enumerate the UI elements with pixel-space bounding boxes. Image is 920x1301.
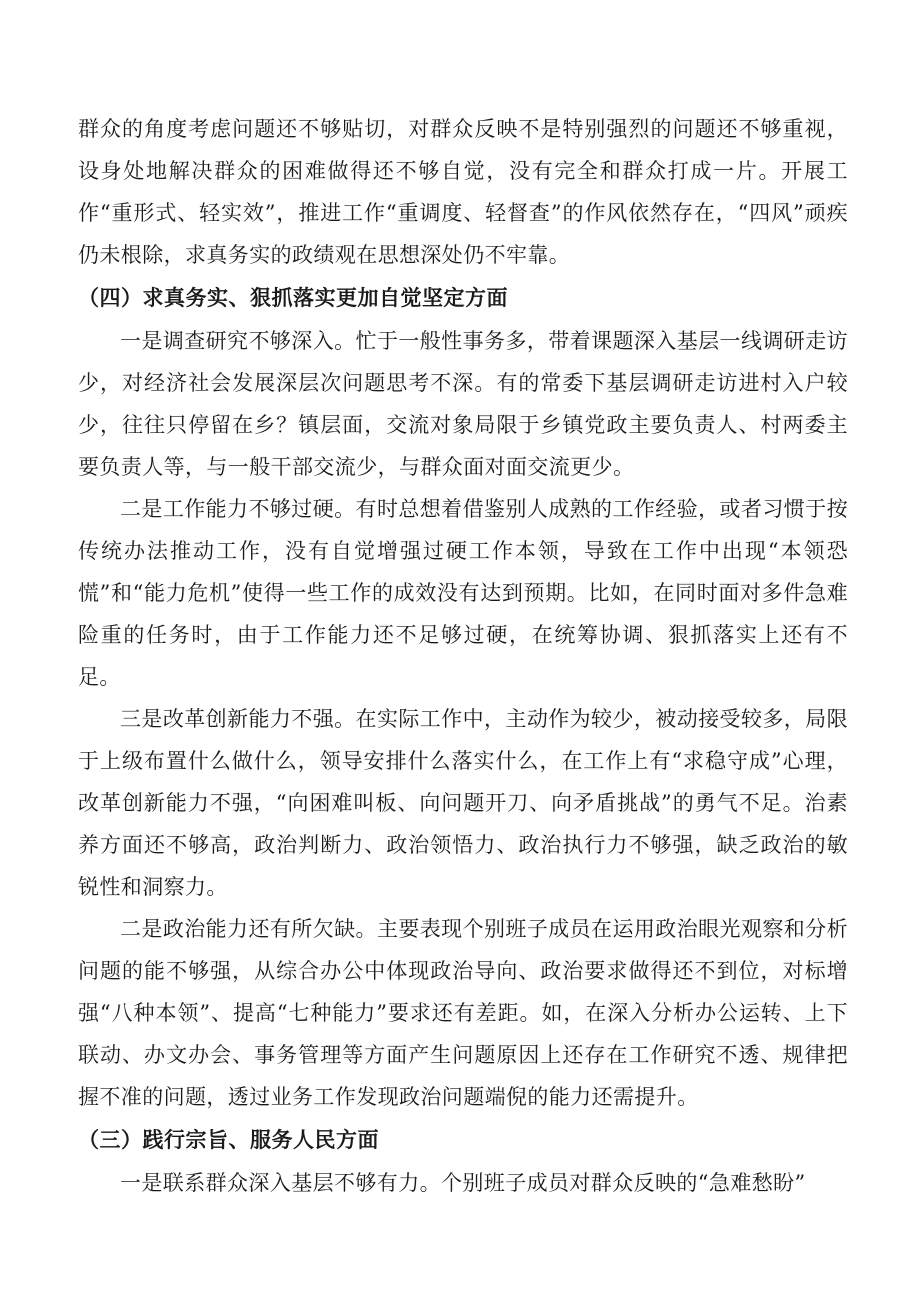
paragraph-political-ability: 二是政治能力还有所欠缺。主要表现个别班子成员在运用政治眼光观察和分析问题的能不够强，从综合办公中体现政治导向、政治要求做得还不到位，对标增强“八种本领”、提高“七种能力”要求还有差距。如，在深入分析办公运转、上下联动、办文办会、事务管理等方面产生问题原因上还存在工作研究不透、规律把握不准的问题，透过业务工作发现政治问题端倪的能力还需提升。	[78, 917, 848, 1109]
document-body	[78, 108, 848, 1204]
paragraph-contact-masses: 一是联系群众深入基层不够有力。个别班子成员对群众反映的“急难愁盼”	[120, 1171, 806, 1195]
section-heading-3: （三）践行宗旨、服务人民方面	[78, 1128, 379, 1152]
section-heading-4: （四）求真务实、狠抓落实更加自觉坚定方面	[78, 286, 508, 310]
paragraph-research: 一是调查研究不够深入。忙于一般性事务多，带着课题深入基层一线调研走访少，对经济社会发展深层次问题思考不深。有的常委下基层调研走访进村入户较少，往往只停留在乡？镇层面，交流对象局限于乡镇党政主要负责人、村两委主要负责人等，与一般干部交流少，与群众面对面交流更少。	[78, 329, 848, 479]
paragraph-innovation: 三是改革创新能力不强。在实际工作中，主动作为较少，被动接受较多，局限于上级布置什么做什么，领导安排什么落实什么，在工作上有“求稳守成”心理，改革创新能力不强，“向困难叫板、向问题开刀、向矛盾挑战”的勇气不足。治素养方面还不够高，政治判断力、政治领悟力、政治执行力不够强，缺乏政治的敏锐性和洞察力。	[78, 707, 848, 899]
continued-paragraph: 群众的角度考虑问题还不够贴切，对群众反映不是特别强烈的问题还不够重视，设身处地解决群众的困难做得还不够自觉，没有完全和群众打成一片。开展工作“重形式、轻实效”，推进工作“重调度、轻督查”的作风依然存在，“四风”顽疾仍未根除，求真务实的政绩观在思想深处仍不牢靠。	[78, 117, 848, 267]
paragraph-work-ability: 二是工作能力不够过硬。有时总想着借鉴别人成熟的工作经验，或者习惯于按传统办法推动工作，没有自觉增强过硬工作本领，导致在工作中出现“本领恐慌”和“能力危机”使得一些工作的成效没有达到预期。比如，在同时面对多件急难险重的任务时，由于工作能力还不足够过硬，在统筹协调、狠抓落实上还有不足。	[78, 497, 848, 689]
